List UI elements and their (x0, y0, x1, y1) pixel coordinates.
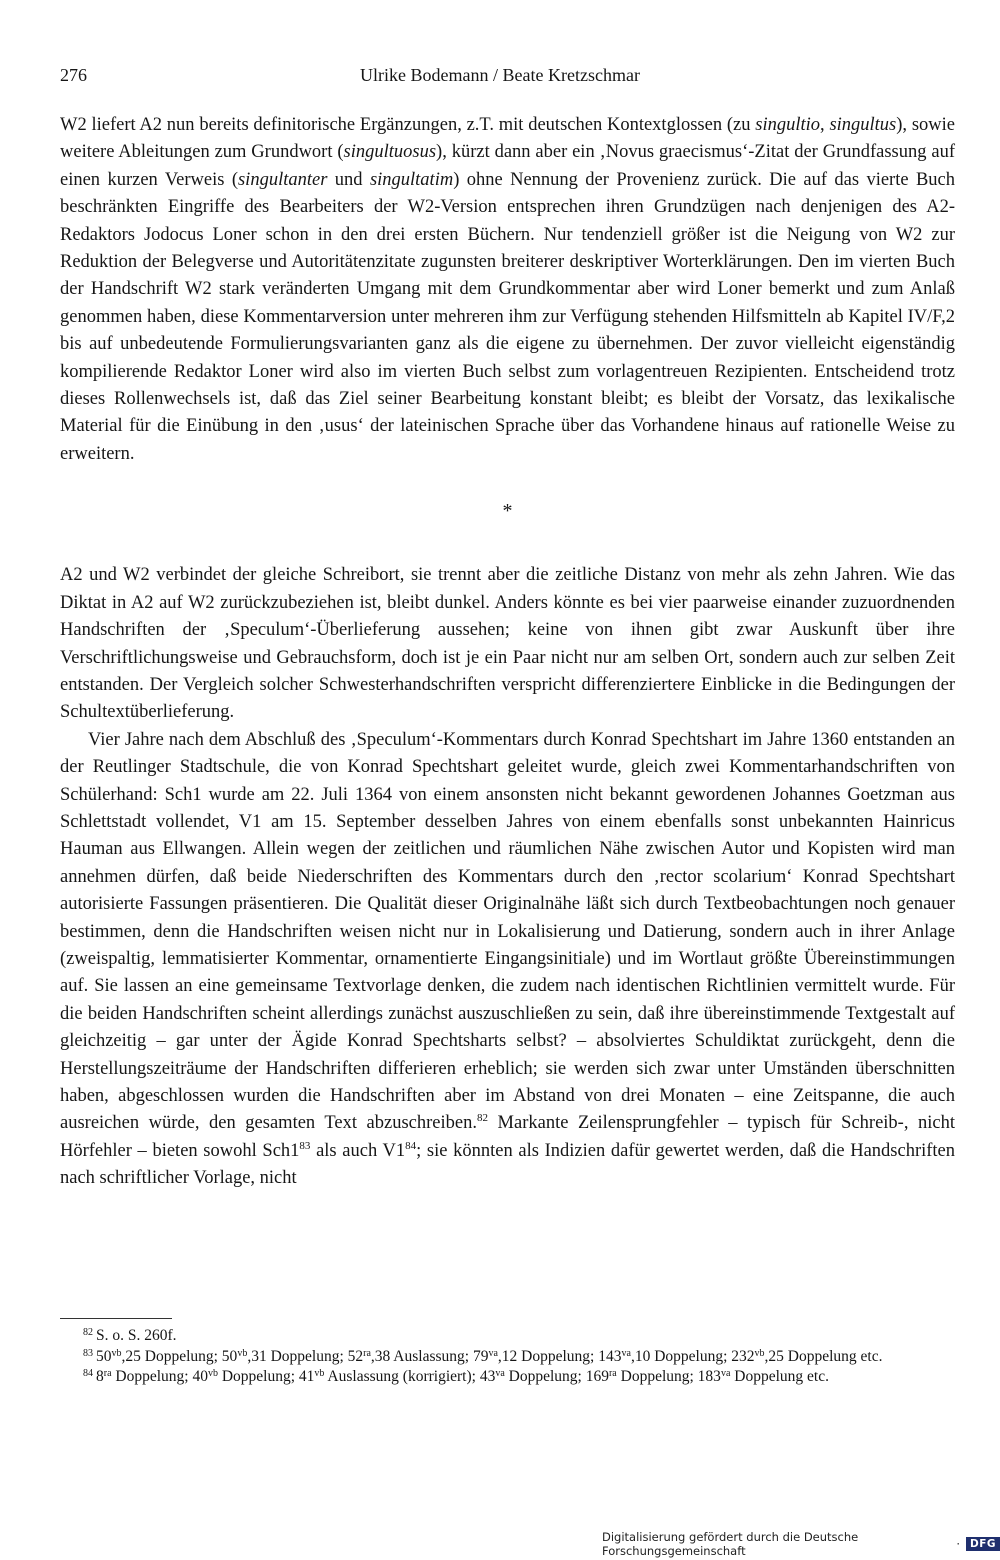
folio-superscript: va (621, 1347, 631, 1359)
page-number: 276 (60, 65, 87, 85)
footnote-rule (60, 1318, 172, 1319)
folio-superscript: va (488, 1347, 498, 1359)
footnote (60, 1347, 955, 1368)
folio-superscript: vb (207, 1368, 218, 1379)
dfg-logo: DFG (966, 1537, 1000, 1551)
digitization-credit (602, 1530, 1000, 1558)
folio-superscript: vb (314, 1368, 325, 1379)
footnote-reference: 83 (299, 1139, 311, 1152)
footnote-reference: 84 (405, 1139, 417, 1152)
footnote-number: 84 (83, 1368, 93, 1379)
section-separator: * (502, 500, 513, 523)
paragraph-3: Vier Jahre nach dem Abschluß des ‚Speculum‘-Kommentars durch Konrad Spechtshart im Jahre 1360 entstanden an der Reutlinger Stadtschule, die von Konrad Spechtshart geleitet wurde, gleich zwei Kommentarhandschriften von Schülerhand: Sch1 wurde am 22. Juli 1364 von einem ansonsten nicht bekannt gewordenen Johannes Goetzman aus Schlettstadt vollendet, V1 am 15. September desselben Jahres von einem ebenfalls sonst unbekannten Hainricus Hauman aus Ellwangen. Allein wegen der zeitlichen und räumlichen Nähe zwischen Autor und Kopisten wird man annehmen dürfen, daß beide Niederschriften des Kommentars durch den ‚rector scolarium‘ Konrad Spechtshart autorisierte Fassungen präsentieren. Die Qualität dieser Originalnähe läßt sich durch Textbeobachtungen noch genauer bestimmen, denn die Handschriften weisen nicht nur in Lokalisierung und Datierung, sondern auch in ihrer Anlage (zweispaltig, lemmatisierter Kommentar, ornamentierte Eingangsinitiale) und im Wortlaut größte Übereinstimmungen auf. Sie lassen an eine gemeinsame Textvorlage denken, die zudem nach identischen Richtlinien vermittelt wurde. Für die beiden Handschriften scheint allerdings zunächst auszuschließen zu sein, daß ihre übereinstimmende Textgestalt auf gleichzeitig – gar unter der Ägide Konrad Spechtsharts selbst? – absolviertes Schuldiktat zurückgeht, denn die Herstellungszeiträume der Handschriften differieren erheblich; sie werden sich zwar unter Umständen überschnitten haben, abgeschlossen wurden die Handschriften aber im Abstand von drei Monaten – eine Zeitspanne, die auch ausreichen würde, den gesamten Text abzuschreiben.$^{82}$ Markante Zeilensprungfehler – typisch für Schreib-, nicht Hörfehler – bieten sowohl Sch1$^{83}$ als auch V1$^{84}$; sie könnten als Indizien dafür gewertet werden, daß die Handschriften nach schriftlicher Vorlage, nicht (60, 729, 956, 1189)
credit-separator: · (956, 1537, 960, 1551)
footnote-number: 83 (83, 1347, 93, 1359)
folio-superscript: vb (754, 1347, 765, 1359)
footnote-text: S. o. S. 260f. (96, 1327, 177, 1344)
footnotes (60, 1326, 955, 1388)
latin-term: singultus (829, 115, 897, 135)
folio-superscript: va (720, 1368, 731, 1379)
folio-superscript: vb (237, 1347, 248, 1359)
latin-term: singultatim (369, 169, 454, 190)
folio-superscript: ra (103, 1368, 112, 1379)
footnote-number: 82 (83, 1327, 93, 1338)
folio-superscript: ra (608, 1368, 617, 1379)
credit-text: Digitalisierung gefördert durch die Deutsche Forschungsgemeinschaft (602, 1530, 859, 1558)
body-text (60, 112, 955, 1193)
footnote-text: $8^{ra}$ Doppelung; $40^{vb}$ Doppelung; $41^{vb}$ Auslassung (korrigiert); $43^{va}$ Doppelung; $169^{ra}$ Doppelung; $183^{va}$ Doppelung etc. (96, 1368, 829, 1385)
folio-superscript: va (495, 1368, 505, 1379)
paragraph-2: A2 und W2 verbindet der gleiche Schreibort, sie trennt aber die zeitliche Distanz von mehr als zehn Jahren. Wie das Diktat in A2 auf W2 zurückzubeziehen ist, bleibt dunkel. Anders könnte es bei vier paarweise einander zuzuordnenden Handschriften der ‚Speculum‘-Überlieferung aussehen; keine von ihnen gibt zwar Auskunft über ihre Verschriftlichungsweise und Gebrauchsform, doch ist je ein Paar nicht nur am selben Ort, sondern auch zur selben Zeit entstanden. Der Vergleich solcher Schwesterhandschriften verspricht differenziertere Einblicke in die Bedingungen der Schultextüberlieferung. (60, 565, 955, 723)
footnote (60, 1367, 955, 1388)
folio-superscript: ra (363, 1347, 371, 1359)
footnote-text: $50^{vb},25$ Doppelung; $50^{vb},31$ Doppelung; $52^{ra},38$ Auslassung; $79^{va},12$ Doppelung; $143^{va},10$ Doppelung; $232^{vb},25$ Doppelung etc. (96, 1347, 883, 1365)
running-head: Ulrike Bodemann / Beate Kretzschmar (360, 65, 640, 85)
footnote (60, 1326, 955, 1347)
latin-term: singultuosus (343, 142, 437, 163)
folio-superscript: vb (111, 1347, 122, 1359)
paragraph-1: W2 liefert A2 nun bereits definitorische Ergänzungen, z.T. mit deutschen Kontextglossen (zu singultio, singultus), sowie weitere Ableitungen zum Grundwort (singultuosus), kürzt dann aber ein ‚Novus graecismus‘-Zitat der Grundfassung auf einen kurzen Verweis (singultanter und singultatim) ohne Nennung der Provenienz zurück. Die auf das vierte Buch beschränkten Eingriffe des Bearbeiters der W2-Version entsprechen ihren Grundzügen nach denjenigen des A2-Redaktors Jodocus Loner schon in den drei ersten Büchern. Nur tendenziell größer ist die Neigung von W2 zur Reduktion der Belegverse und Autoritätenzitate zugunsten breiterer deskriptiver Worterklärungen. Den im vierten Buch der Handschrift W2 stark veränderten Umgang mit dem Grundkommentar aber wird Loner bemerkt und zum Anlaß genommen haben, diese Kommentarversion unter mehreren ihm zur Verfügung stehenden Hilfsmitteln ab Kapitel IV/F,2 bis auf unbedeutende Formulierungsvarianten ganz als die eigene zu übernehmen. Der zuvor vielleicht eigenständig kompilierende Redaktor Loner wird also im vierten Buch selbst zum vorlagentreuen Rezipienten. Entscheidend trotz dieses Rollenwechsels ist, daß das Ziel seiner Bearbeitung konstant bleibt; es bleibt der Vorsatz, das lexikalische Material für die Einübung in den ‚usus‘ der lateinischen Sprache über das Vorhandene hinaus auf rationelle Weise zu erweitern. (60, 115, 955, 464)
latin-term: singultanter (237, 169, 328, 190)
latin-term: singultio (755, 115, 821, 135)
footnote-reference: 82 (476, 1112, 488, 1125)
page-header (60, 62, 940, 88)
